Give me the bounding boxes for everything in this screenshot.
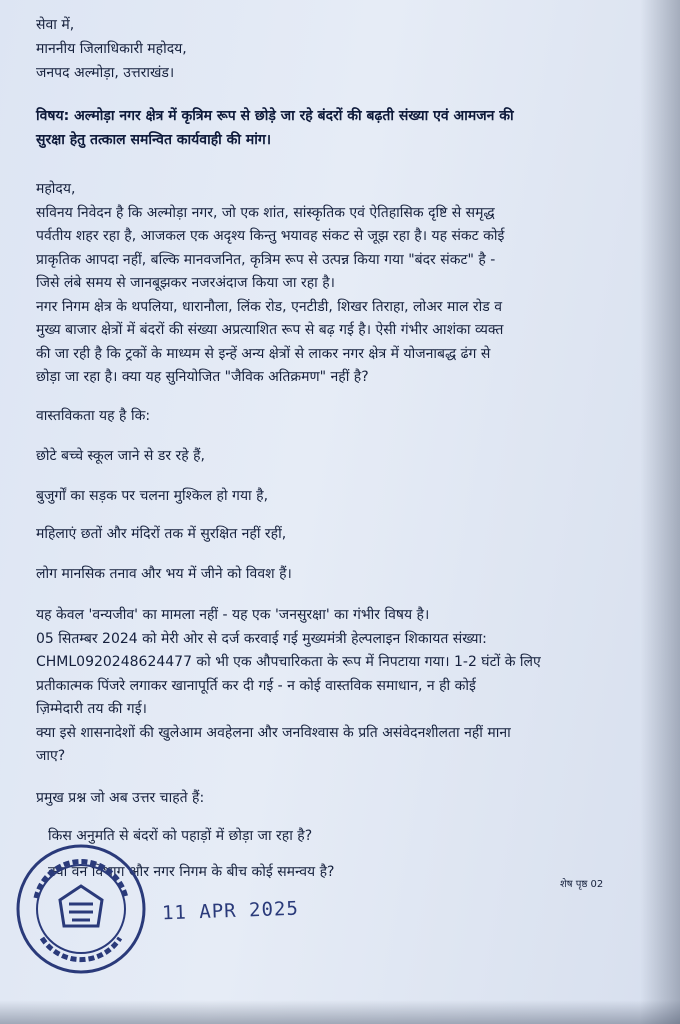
subject-line-2: सुरक्षा हेतु तत्काल समन्वित कार्यवाही की मांग।: [36, 132, 272, 148]
body-line: ज़िम्मेदारी तय की गई।: [36, 701, 147, 717]
reality-item: लोग मानसिक तनाव और भय में जीने को विवश हैं।: [36, 566, 292, 582]
reality-item: बुजुर्गों का सड़क पर चलना मुश्किल हो गया है,: [36, 488, 269, 504]
body-line: नगर निगम क्षेत्र के थपलिया, धारानौला, लिंक रोड, एनटीडी, शिखर तिराहा, लोअर माल रोड व: [36, 298, 502, 315]
received-date-stamp: 11 APR 2025: [161, 897, 300, 925]
body-line: जाए?: [36, 748, 66, 764]
question-item: किस अनुमति से बंदरों को पहाड़ों में छोड़ा जा रहा है?: [48, 828, 313, 844]
subject-line-1: विषय: अल्मोड़ा नगर क्षेत्र में कृत्रिम रूप से छोड़े जा रहे बंदरों की बढ़ती संख्या एवं आमजन की: [36, 108, 514, 124]
page-edge-shadow: [0, 1000, 680, 1024]
body-line: की जा रही है कि ट्रकों के माध्यम से इन्हें अन्य क्षेत्रों से लाकर नगर क्षेत्र में योजनाबद्ध ढंग से: [36, 345, 491, 362]
question-item: क्या वन विभाग और नगर निगम के बीच कोई समन्वय है?: [48, 864, 335, 880]
subject-line: [36, 104, 636, 152]
body-line: मुख्य बाजार क्षेत्रों में बंदरों की संख्या अप्रत्याशित रूप से बढ़ गई है। ऐसी गंभीर आशंका व्यक्त: [36, 322, 504, 338]
body-paragraph-2: [36, 604, 636, 769]
body-line: 05 सितम्बर 2024 को मेरी ओर से दर्ज करवाई गई मुख्यमंत्री हेल्पलाइन शिकायत संख्या:: [36, 630, 487, 647]
address-line-2: माननीय जिलाधिकारी महोदय,: [36, 41, 187, 57]
reality-item: छोटे बच्चे स्कूल जाने से डर रहे हैं,: [36, 448, 206, 464]
body-line: प्राकृतिक आपदा नहीं, बल्कि मानवजनित, कृत्रिम रूप से उत्पन्न किया गया "बंदर संकट" है -: [36, 251, 496, 268]
address-line-3: जनपद अल्मोड़ा, उत्तराखंड।: [36, 65, 175, 81]
salutation: महोदय,: [36, 181, 76, 197]
body-line: यह केवल 'वन्यजीव' का मामला नहीं - यह एक 'जनसुरक्षा' का गंभीर विषय है।: [36, 607, 430, 623]
body-line: जिसे लंबे समय से जानबूझकर नजरअंदाज किया जा रहा है।: [36, 275, 335, 291]
reality-item: महिलाएं छतों और मंदिरों तक में सुरक्षित नहीं रहीं,: [36, 526, 287, 542]
reality-heading: वास्तविकता यह है कि:: [36, 408, 151, 424]
address-line-1: सेवा में,: [36, 17, 75, 33]
body-line: पर्वतीय शहर रहा है, आजकल एक अदृश्य किन्तु भयावह संकट से जूझ रहा है। यह संकट कोई: [36, 228, 505, 244]
questions-heading: प्रमुख प्रश्न जो अब उत्तर चाहते हैं:: [36, 790, 205, 806]
body-line: छोड़ा जा रहा है। क्या यह सुनियोजित "जैविक अतिक्रमण" नहीं है?: [36, 369, 369, 385]
body-paragraph-1: [36, 178, 636, 390]
body-line: सविनय निवेदन है कि अल्मोड़ा नगर, जो एक शांत, सांस्कृतिक एवं ऐतिहासिक दृष्टि से समृद्ध: [36, 204, 495, 221]
complaint-number-line: CHML0920248624477 को भी एक औपचारिकता के रूप में निपटाया गया। 1-2 घंटों के लिए: [36, 654, 541, 670]
continued-note: शेष पृष्ठ 02: [560, 879, 604, 890]
body-line: क्या इसे शासनादेशों की खुलेआम अवहेलना और जनविश्वास के प्रति असंवेदनशीलता नहीं माना: [36, 724, 511, 741]
body-line: प्रतीकात्मक पिंजरे लगाकर खानापूर्ति कर दी गई - न कोई वास्तविक समाधान, न ही कोई: [36, 677, 476, 694]
office-seal-stamp: [14, 842, 148, 976]
recipient-address: [36, 13, 636, 85]
